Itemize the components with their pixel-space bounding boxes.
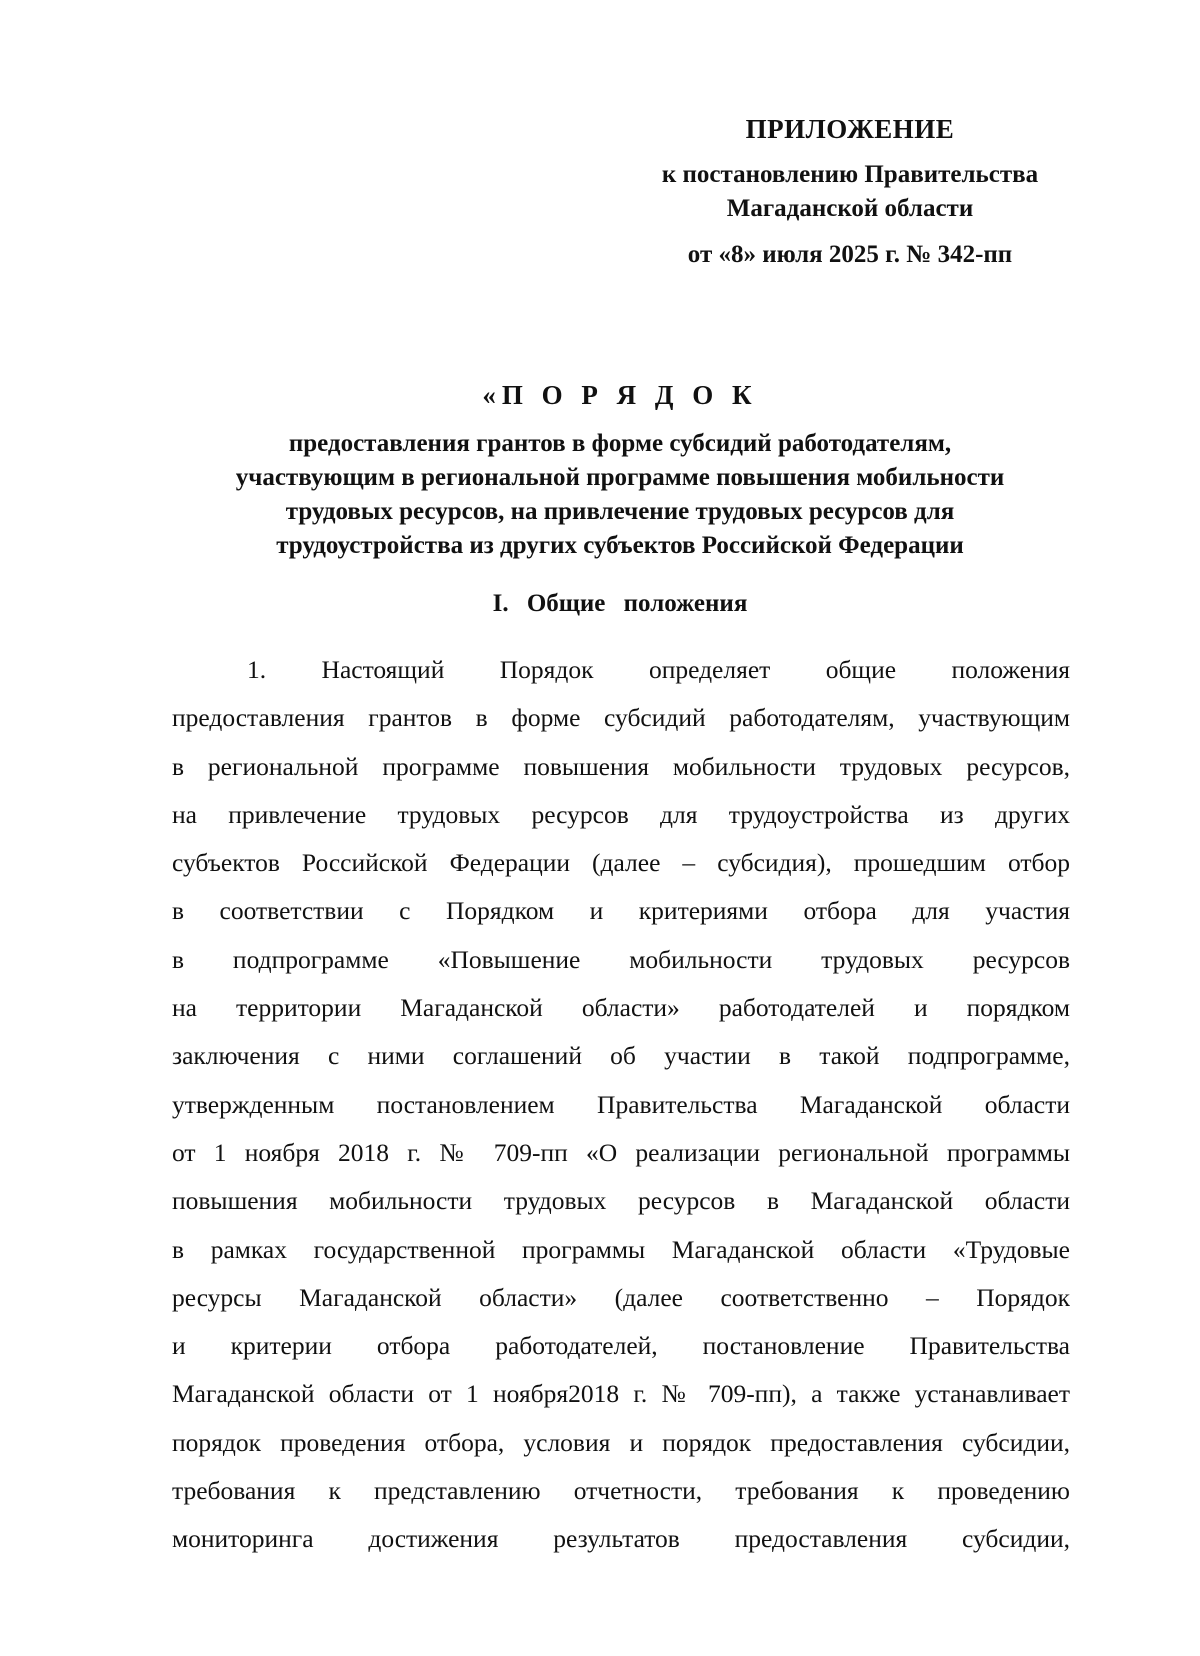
appendix-title: ПРИЛОЖЕНИЕ — [745, 114, 955, 144]
paragraph-line: субъектов Российской Федерации (далее – субсидия), прошедшим отбор — [172, 848, 1070, 878]
document-title: «П О Р Я Д О К — [482, 380, 758, 410]
paragraph-line: в соответствии с Порядком и критериями отбора для участия — [172, 896, 1070, 926]
paragraph-line: и критерии отбора работодателей, постановление Правительства — [172, 1331, 1070, 1361]
paragraph-line: в подпрограмме «Повышение мобильности трудовых ресурсов — [172, 944, 1070, 974]
body-paragraph — [172, 646, 1070, 1564]
subtitle-line: участвующим в региональной программе повышения мобильности — [235, 464, 1005, 491]
paragraph-line: Магаданской области от 1 ноября2018 г. № 709-пп), а также устанавливает — [172, 1379, 1070, 1409]
paragraph-line: требования к представлению отчетности, требования к проведению — [172, 1476, 1070, 1506]
subtitle-line: трудоустройства из других субъектов Российской Федерации — [276, 532, 964, 559]
paragraph-line: в региональной программе повышения мобильности трудовых ресурсов, — [172, 751, 1070, 781]
appendix-line-1: к постановлению Правительства — [661, 161, 1039, 188]
paragraph-line: предоставления грантов в форме субсидий работодателям, участвующим — [172, 703, 1070, 733]
document-subtitle — [120, 427, 1120, 563]
paragraph-line: на привлечение трудовых ресурсов для трудоустройства из других — [172, 799, 1070, 829]
paragraph-line: 1. Настоящий Порядок определяет общие положения — [247, 655, 1070, 684]
subtitle-line: трудовых ресурсов, на привлечение трудовых ресурсов для — [285, 498, 955, 525]
paragraph-line: ресурсы Магаданской области» (далее соответственно – Порядок — [172, 1282, 1070, 1312]
paragraph-line: утвержденным постановлением Правительства Магаданской области — [172, 1089, 1070, 1119]
subtitle-line: предоставления грантов в форме субсидий работодателям, — [288, 430, 952, 457]
appendix-line-2: Магаданской области — [726, 195, 974, 222]
paragraph-line: на территории Магаданской области» работодателей и порядком — [172, 993, 1070, 1023]
paragraph-line: в рамках государственной программы Магаданской области «Трудовые — [172, 1234, 1070, 1264]
paragraph-line: заключения с ними соглашений об участии в такой подпрограмме, — [172, 1041, 1070, 1071]
appendix-header — [630, 112, 1070, 272]
paragraph-line: порядок проведения отбора, условия и порядок предоставления субсидии, — [172, 1427, 1070, 1457]
paragraph-line: мониторинга достижения результатов предоставления субсидии, — [172, 1524, 1070, 1554]
appendix-date: от «8» июля 2025 г. № 342-пп — [687, 241, 1013, 268]
paragraph-line: повышения мобильности трудовых ресурсов в Магаданской области — [172, 1186, 1070, 1216]
paragraph-line: от 1 ноября 2018 г. № 709-пп «О реализации региональной программы — [172, 1137, 1070, 1167]
section-heading: I. Общие положения — [492, 590, 748, 617]
